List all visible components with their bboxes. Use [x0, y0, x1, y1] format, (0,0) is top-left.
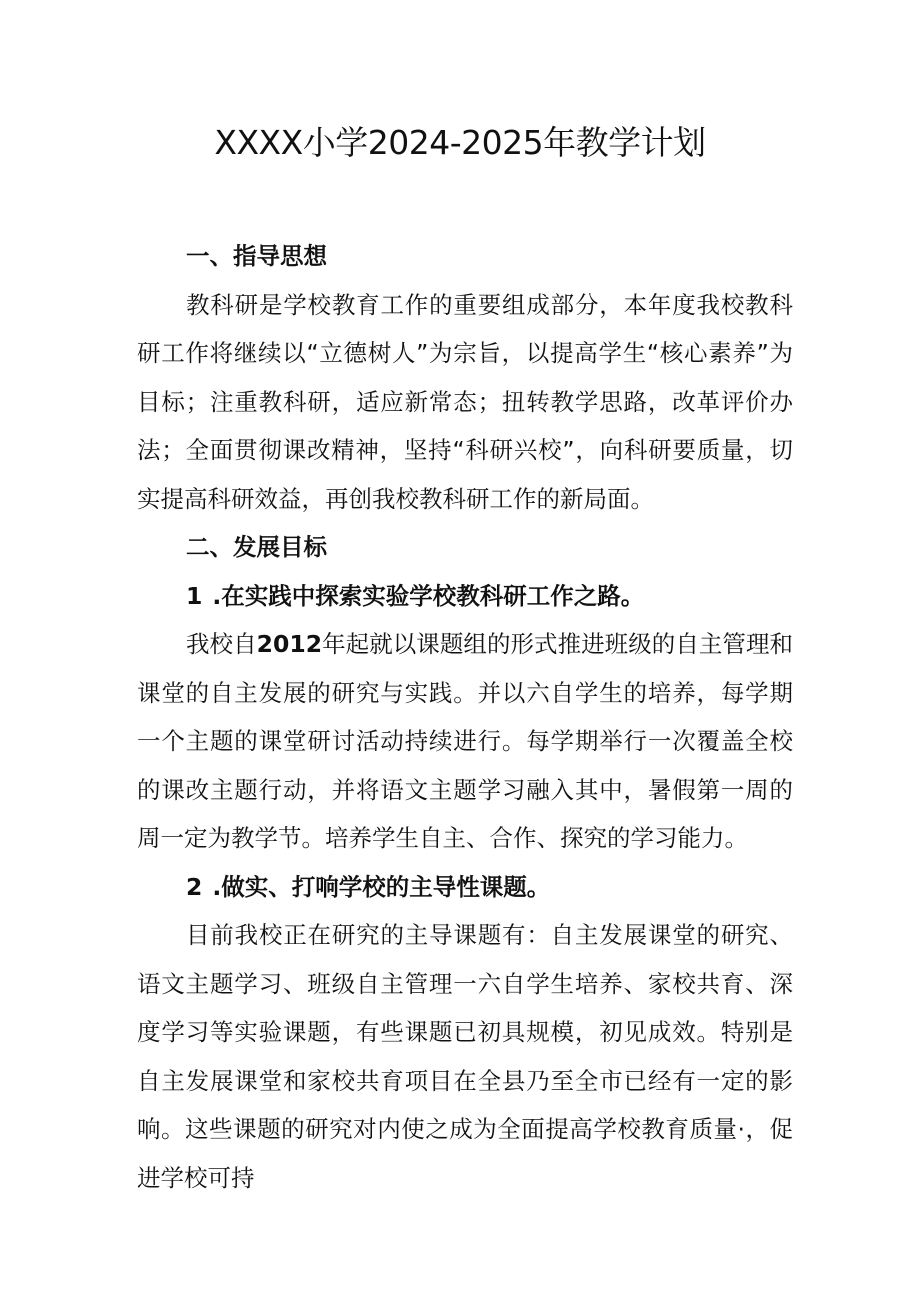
- subheading-item-1: [137, 572, 793, 621]
- subheading-text-2: .做实、打响学校的主导性课题。: [212, 872, 551, 901]
- subheading-text-1: .在实践中探索实验学校教科研工作之路。: [212, 581, 645, 610]
- section-heading-guiding-thought: 一、指导思想: [186, 242, 327, 270]
- paragraph-item-1-rest: 年起就以课题组的形式推进班级的自主管理和课堂的自主发展的研究与实践。并以六自学生的培养，每学期一个主题的课堂研讨活动持续进行。每学期举行一次覆盖全校的课改主题行动，并将语文主题学习融入其中，暑假第一周的周一定为教学节。培养学生自主、合作、探究的学习能力。: [137, 630, 794, 852]
- paragraph-item-1-year: 2012: [256, 630, 323, 658]
- item-number-1: 1: [186, 581, 203, 610]
- item-number-2: 2: [186, 872, 203, 901]
- document-body: [137, 232, 793, 1202]
- paragraph-guiding-thought: 教科研是学校教育工作的重要组成部分，本年度我校教科研工作将继续以“立德树人”为宗旨，以提高学生“核心素养”为目标；注重教科研，适应新常态；扭转教学思路，改革评价办法；全面贯彻课改精神，坚持“科研兴校”，向科研要质量，切实提高科研效益，再创我校教科研工作的新局面。: [137, 290, 793, 513]
- paragraph-item-1: [137, 620, 793, 863]
- paragraph-item-1-prefix: 我校自: [186, 630, 257, 658]
- paragraph-item-2: 目前我校正在研究的主导课题有：自主发展课堂的研究、语文主题学习、班级自主管理一六自学生培养、家校共育、深度学习等实验课题，有些课题已初具规模，初见成效。特别是自主发展课堂和家校共育项目在全县乃至全市已经有一定的影响。这些课题的研究对内使之成为全面提高学校教育质量·，促进学校可持: [137, 921, 793, 1192]
- subheading-item-2: [137, 863, 793, 912]
- section-heading-development-goals: 二、发展目标: [186, 533, 327, 561]
- document-title: XXXX小学2024-2025年教学计划: [214, 123, 706, 162]
